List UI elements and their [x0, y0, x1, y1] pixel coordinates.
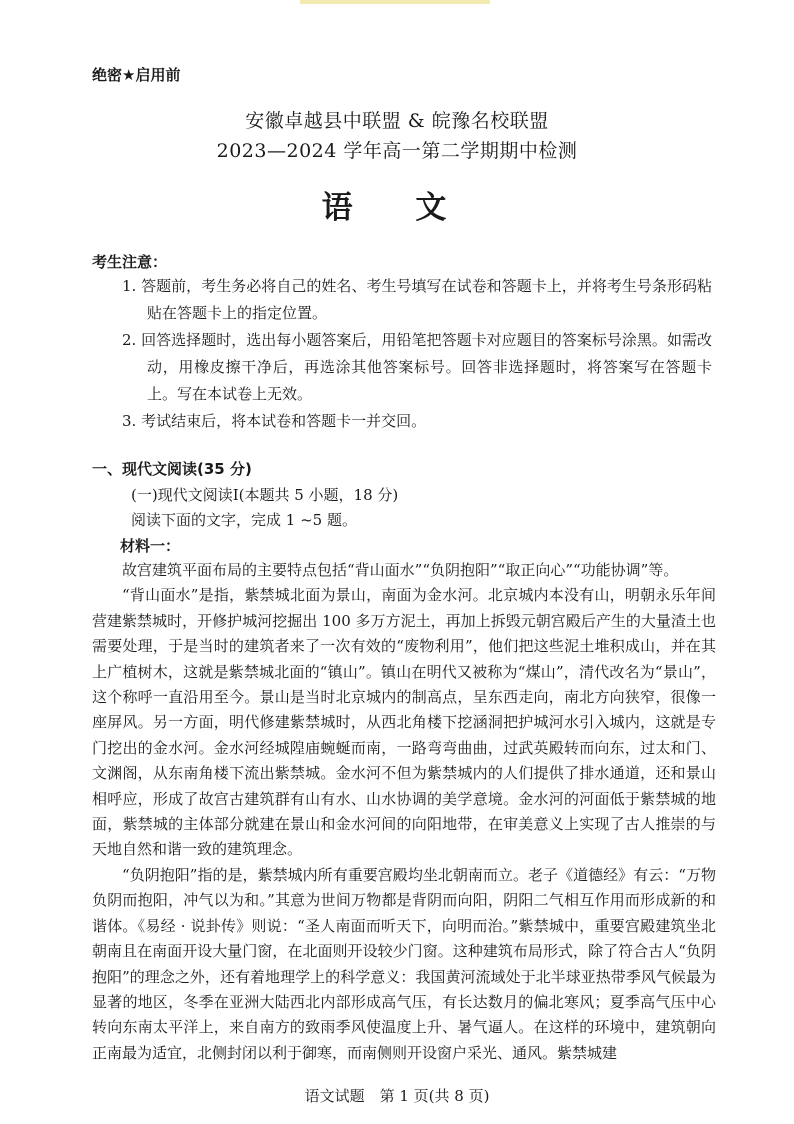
notice-item: 1. 答题前，考生务必将自己的姓名、考生号填写在试卷和答题卡上，并将考生号条形码粘贴在答题卡上的指定位置。	[122, 277, 712, 322]
org-line: 安徽卓越县中联盟 & 皖豫名校联盟	[245, 110, 549, 132]
subject-title: 语 文	[321, 190, 473, 226]
body-paragraph: “背山面水”是指，紫禁城北面为景山，南面为金水河。北京城内本没有山，明朝永乐年间营建紫禁城时，开修护城河挖掘出 100 多万方泥土，再加上拆毁元朝宫殿后产生的大量渣土也需要处理，于是当时的建筑者来了一次有效的“废物利用”，他们把这些泥土堆积成山，并在其上广植树木，这就是紫禁城北面的“镇山”。镇山在明代又被称为“煤山”，清代改名为“景山”，这个称呼一直沿用至今。景山是当时北京城内的制高点，呈东西走向，南北方向狭窄，很像一座屏风。另一方面，明代修建紫禁城时，从西北角楼下挖涵洞把护城河水引入城内，这就是专门挖出的金水河。金水河经城隍庙蜿蜒而南，一路弯弯曲曲，过武英殿转而向东，过太和门、文渊阁，从东南角楼下流出紫禁城。金水河不但为紫禁城内的人们提供了排水通道，还和景山相呼应，形成了故宫古建筑群有山有水、山水协调的美学意境。金水河的河面低于紫禁城的地面，紫禁城的主体部分就建在景山和金水河间的向阳地带，在审美意义上实现了古人推崇的与天地自然和谐一致的建筑理念。	[92, 586, 716, 859]
material-body	[92, 558, 716, 1066]
top-color-strip	[300, 0, 490, 4]
subsection-title: (一)现代文阅读Ⅰ(本题共 5 小题，18 分)	[131, 486, 399, 504]
body-paragraph: 故宫建筑平面布局的主要特点包括“背山面水”“负阴抱阳”“取正向心”“功能协调”等。	[122, 561, 679, 579]
exam-line: 2023—2024 学年高一第二学期期中检测	[216, 140, 578, 162]
page-footer: 语文试题 第 1 页(共 8 页)	[304, 1087, 490, 1105]
body-paragraph: “负阴抱阳”指的是，紫禁城内所有重要宫殿均坐北朝南而立。老子《道德经》有云：“万物负阴而抱阳，冲气以为和。”其意为世间万物都是背阴而向阳，阴阳二气相互作用而形成新的和谐体。《易经 · 说卦传》则说：“圣人南面而听天下，向明而治。”紫禁城中，重要宫殿建筑坐北朝南且在南面开设大量门窗，在北面则开设较少门窗。这种建筑布局形式，除了符合古人“负阴抱阳”的理念之外，还有着地理学上的科学意义：我国黄河流域处于北半球亚热带季风气候最为显著的地区，冬季在亚洲大陆西北内部形成高气压，有长达数月的偏北寒风；夏季高气压中心转向东南太平洋上，来自南方的致雨季风使温度上升、暑气逼人。在这样的环境中，建筑朝向正南最为适宜，北侧封闭以利于御寒，而南侧则开设窗户采光、通风。紫禁城建	[92, 865, 716, 1062]
notice-list	[122, 273, 712, 435]
notice-title: 考生注意：	[92, 253, 168, 271]
confidential-label: 绝密★启用前	[92, 66, 181, 84]
section-title: 一、现代文阅读(35 分)	[92, 460, 252, 478]
reading-instruction: 阅读下面的文字，完成 1 ~5 题。	[131, 511, 357, 529]
notice-item: 3. 考试结束后，将本试卷和答题卡一并交回。	[122, 412, 427, 430]
material-label: 材料一：	[120, 537, 181, 555]
notice-item: 2. 回答选择题时，选出每小题答案后，用铅笔把答题卡对应题目的答案标号涂黑。如需改动，用橡皮擦干净后，再选涂其他答案标号。回答非选择题时，将答案写在答题卡上。写在本试卷上无效。	[122, 331, 712, 403]
